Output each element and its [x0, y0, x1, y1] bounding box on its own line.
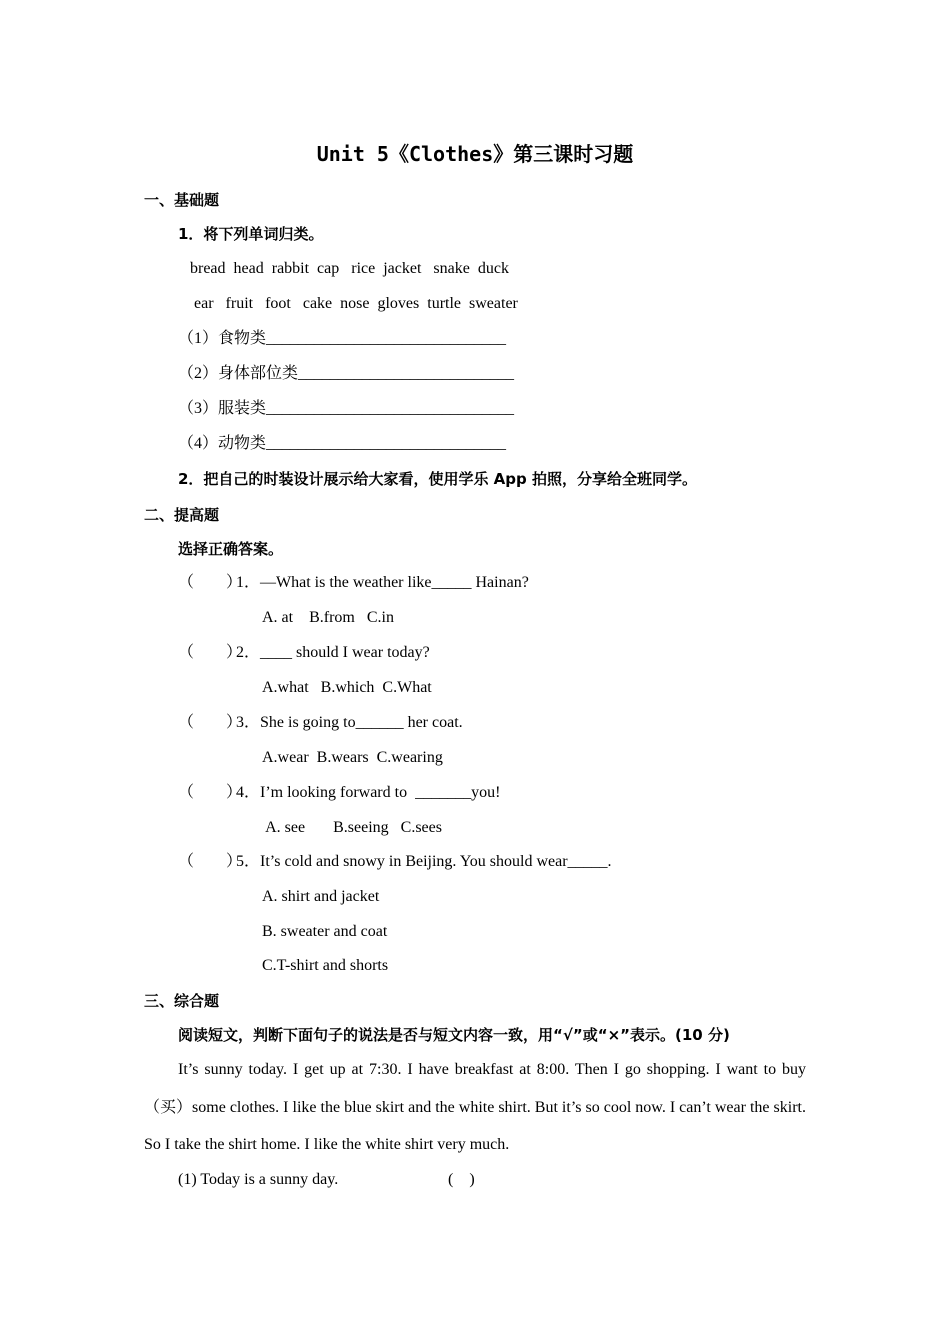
answer-bracket-5[interactable]: （ ） [178, 853, 243, 870]
question-4-text: 4．I’m looking forward to _______you! [236, 784, 501, 801]
section-basic-heading: 一、基础题 [144, 191, 220, 209]
question-2-options: A.what B.which C.What [262, 679, 432, 696]
question-3-text: 3．She is going to______ her coat. [236, 714, 463, 731]
answer-bracket-4[interactable]: （ ） [178, 784, 243, 801]
q2-label: 2．把自己的时装设计展示给大家看，使用学乐 App 拍照，分享给全班同学。 [178, 470, 697, 488]
answer-bracket-3[interactable]: （ ） [178, 714, 243, 731]
category-clothing[interactable]: （3）服装类_______________________________ [178, 400, 515, 417]
question-1-text: 1．—What is the weather like_____ Hainan? [236, 574, 529, 591]
answer-bracket-2[interactable]: （ ） [178, 644, 243, 661]
category-body-parts[interactable]: （2）身体部位类___________________________ [178, 365, 515, 382]
category-food[interactable]: （1）食物类______________________________ [178, 330, 507, 347]
page-title: Unit 5《Clothes》第三课时习题 [316, 142, 634, 166]
section-advanced-heading: 二、提高题 [144, 506, 220, 524]
question-5-option-b: B. sweater and coat [262, 923, 388, 940]
statement-1-answer-bracket[interactable]: ( ) [448, 1171, 475, 1188]
q1-label: 1．将下列单词归类。 [178, 225, 324, 243]
answer-bracket-1[interactable]: （ ） [178, 574, 243, 591]
question-5-option-a: A. shirt and jacket [262, 888, 380, 905]
category-animals[interactable]: （4）动物类______________________________ [178, 435, 507, 452]
word-list-line-2: ear fruit foot cake nose gloves turtle sweater [194, 295, 518, 312]
section-comprehensive-heading: 三、综合题 [144, 992, 220, 1010]
question-5-option-c: C.T-shirt and shorts [262, 957, 389, 974]
question-3-options: A.wear B.wears C.wearing [262, 749, 443, 766]
question-1-options: A. at B.from C.in [262, 609, 394, 626]
reading-instruction: 阅读短文，判断下面句子的说法是否与短文内容一致，用“√”或“×”表示。(10 分) [178, 1026, 730, 1044]
word-list-line-1: bread head rabbit cap rice jacket snake duck [190, 260, 509, 277]
question-2-text: 2．____ should I wear today? [236, 644, 430, 661]
statement-1-text: (1) Today is a sunny day. [178, 1171, 339, 1188]
question-5-text: 5．It’s cold and snowy in Beijing. You should wear_____. [236, 853, 612, 870]
reading-passage: It’s sunny today. I get up at 7:30. I have breakfast at 8:00. Then I go shopping. I want to buy（买）some clothes. I like the blue skirt and the white shirt. But it’s so cool now. I can’t wear the skirt. So I take the shirt home. I like the white shirt very much. [144, 1061, 806, 1153]
advanced-instruction: 选择正确答案。 [178, 540, 284, 558]
question-4-options: A. see B.seeing C.sees [262, 819, 442, 836]
